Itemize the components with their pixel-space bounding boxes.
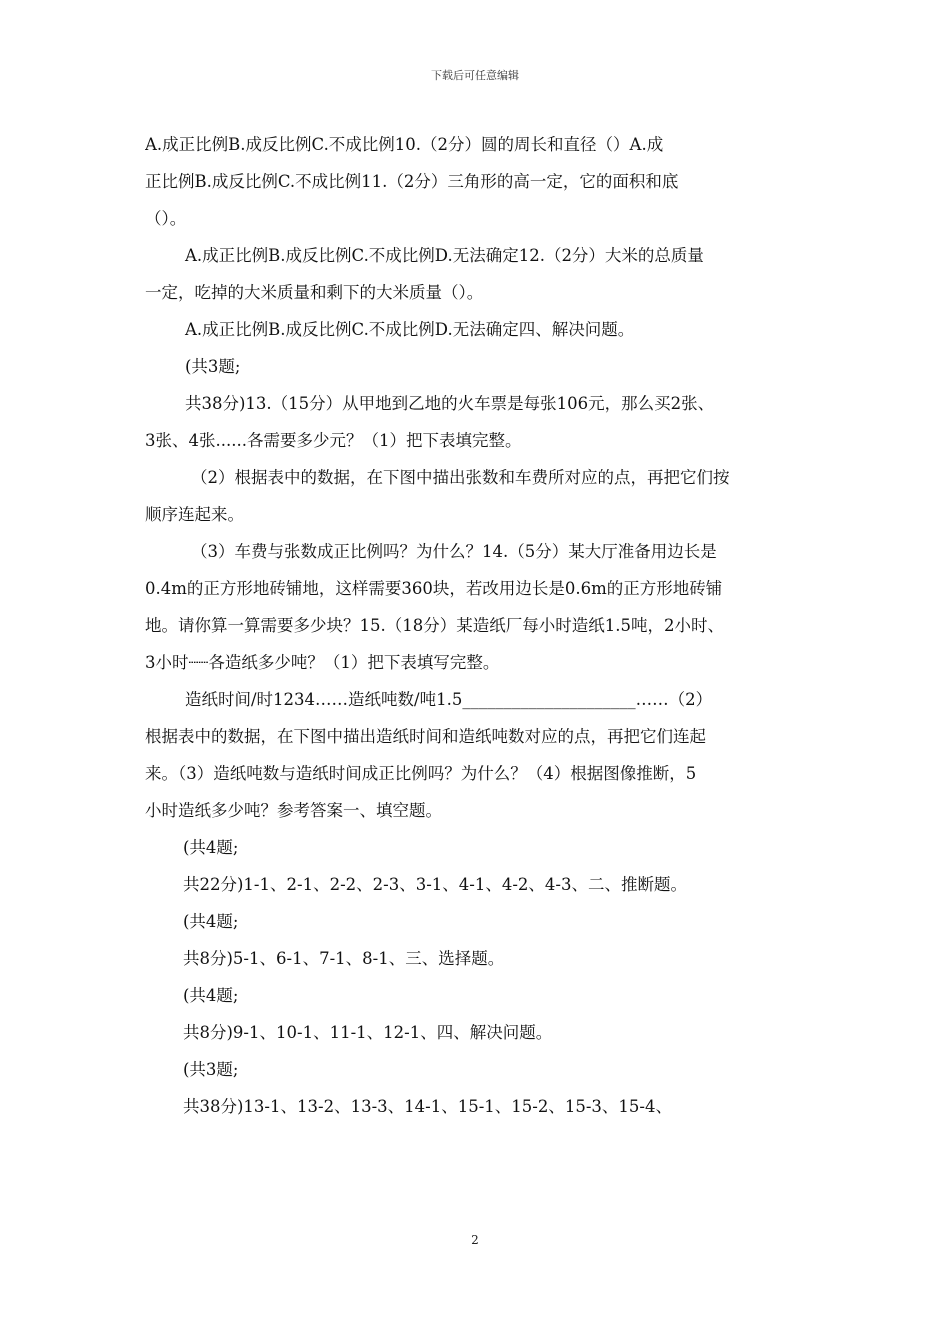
text-line: (共3题;	[183, 1060, 239, 1079]
text-line: A.成正比例B.成反比例C.不成比例10.（2分）圆的周长和直径（）A.成	[145, 135, 664, 154]
text-line: 来。（3）造纸吨数与造纸时间成正比例吗？为什么？（4）根据图像推断，5	[145, 764, 697, 783]
text-line: 顺序连起来。	[145, 505, 244, 524]
text-line: 根据表中的数据，在下图中描出造纸时间和造纸吨数对应的点，再把它们连起	[145, 727, 706, 746]
text-line: 正比例B.成反比例C.不成比例11.（2分）三角形的高一定，它的面积和底	[145, 172, 679, 191]
text-line: A.成正比例B.成反比例C.不成比例D.无法确定12.（2分）大米的总质量	[185, 246, 704, 265]
text-line: 0.4m的正方形地砖铺地，这样需要360块，若改用边长是0.6m的正方形地砖铺	[145, 579, 723, 598]
text-line: 地。请你算一算需要多少块？15.（18分）某造纸厂每小时造纸1.5吨，2小时、	[145, 616, 724, 635]
page-header: 下载后可任意编辑	[431, 69, 519, 82]
text-line: 共38分)13.（15分）从甲地到乙地的火车票是每张106元，那么买2张、	[185, 394, 715, 413]
text-line: 共22分)1-1、2-1、2-2、2-3、3-1、4-1、4-2、4-3、二、推断题。	[183, 875, 687, 894]
page-number: 2	[471, 1233, 479, 1247]
text-line: (共4题;	[183, 912, 239, 931]
text-line: （）。	[145, 209, 187, 228]
text-line: 共8分)9-1、10-1、11-1、12-1、四、解决问题。	[183, 1023, 553, 1042]
text-line: （2）根据表中的数据，在下图中描出张数和车费所对应的点，再把它们按	[191, 468, 730, 487]
text-line: A.成正比例B.成反比例C.不成比例D.无法确定四、解决问题。	[185, 320, 635, 339]
text-line: 3小时┈┈各造纸多少吨？（1）把下表填写完整。	[145, 653, 500, 672]
text-line: 小时造纸多少吨？参考答案一、填空题。	[145, 801, 442, 820]
text-line: (共4题;	[183, 986, 239, 1005]
text-line: 共38分)13-1、13-2、13-3、14-1、15-1、15-2、15-3、15-4、	[183, 1097, 672, 1116]
text-line: 3张、4张......各需要多少元？（1）把下表填完整。	[145, 431, 522, 450]
text-line: (共4题;	[183, 838, 239, 857]
text-line: 一定，吃掉的大米质量和剩下的大米质量（）。	[145, 283, 484, 302]
text-line: 共8分)5-1、6-1、7-1、8-1、三、选择题。	[183, 949, 505, 968]
text-line: （3）车费与张数成正比例吗？为什么？14.（5分）某大厅准备用边长是	[191, 542, 717, 561]
document-body	[145, 126, 807, 1125]
text-line: 造纸时间/时1234……造纸吨数/吨1.5_____________________……（2）	[185, 690, 713, 709]
text-line: (共3题;	[185, 357, 241, 376]
